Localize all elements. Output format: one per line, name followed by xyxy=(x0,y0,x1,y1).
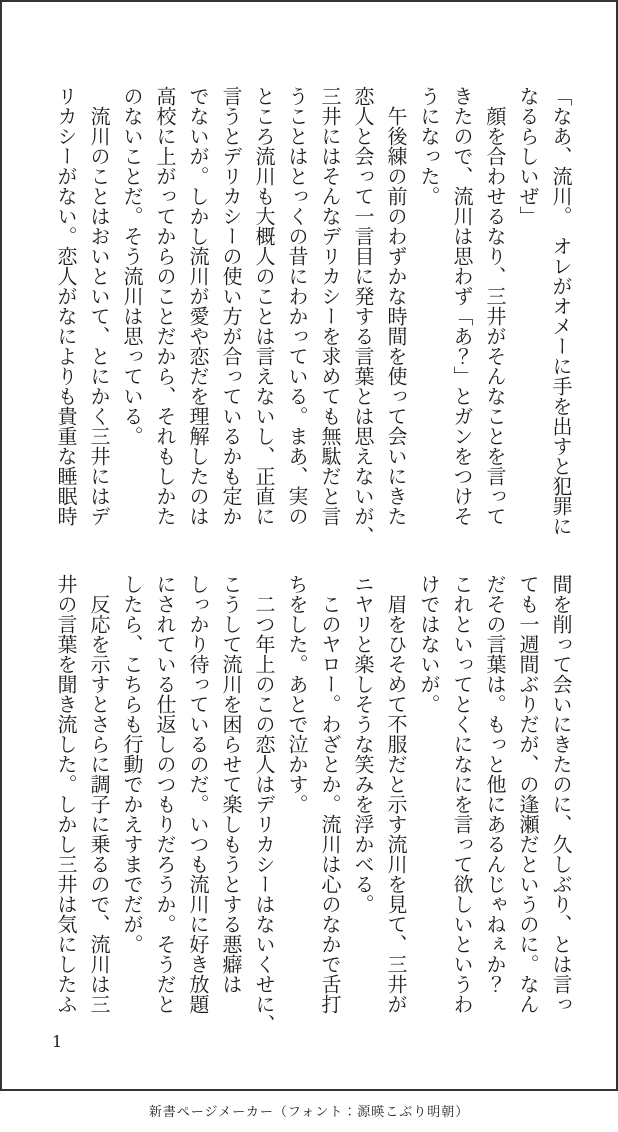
text-column: うになった。 xyxy=(417,86,441,206)
text-column: 井の言葉を聞き流した。しかし三井は気にしたふ xyxy=(54,574,78,1014)
text-column: 反応を示すとさらに調子に乗るので、流川は三 xyxy=(87,574,111,1014)
text-column: きたので、流川は思わず「あ？」とガンをつけそ xyxy=(450,86,474,526)
text-column: 高校に上がってからのことだから、それもしかた xyxy=(153,86,177,526)
page-number: 1 xyxy=(52,1032,63,1051)
text-column: ちをした。あとで泣かす。 xyxy=(285,574,309,814)
text-column: ところ流川も大概人のことは言えないし、正直に xyxy=(252,86,276,526)
text-column: 眉をひそめて不服だと示す流川を見て、三井が xyxy=(384,574,408,1014)
text-column: 午後練の前のわずかな時間を使って会いにきた xyxy=(384,86,408,526)
text-column: リカシーがない。恋人がなによりも貴重な睡眠時 xyxy=(54,86,78,526)
text-column: こうして流川を困らせて楽しもうとする悪癖は xyxy=(219,574,243,994)
text-column: しっかり待っているのだ。いつも流川に好き放題 xyxy=(186,574,210,1014)
text-column: でないが。しかし流川が愛や恋だを理解したのは xyxy=(186,86,210,526)
text-column: にされている仕返しのつもりだろうか。そうだと xyxy=(153,574,177,1014)
text-column: これといってとくになにを言って欲しいというわ xyxy=(450,574,474,1014)
text-column: なるらしいぜ」 xyxy=(516,86,540,226)
text-column: 流川のことはおいといて、とにかく三井にはデ xyxy=(87,86,111,526)
text-column: 言うとデリカシーの使い方が合っているかも定か xyxy=(219,86,243,526)
text-column: したら、こちらも行動でかえすまでだが。 xyxy=(120,574,144,954)
upper-text-block xyxy=(49,86,577,564)
text-column: ても一週間ぶりだが、の逢瀬だというのに。なん xyxy=(516,574,540,1014)
text-column: 間を削って会いにきたのに、久しぶり、とは言っ xyxy=(549,574,573,1014)
text-column: うことはとっくの昔にわかっている。まあ、実の xyxy=(285,86,309,526)
text-column: だその言葉は。もっと他にあるんじゃねぇか？ xyxy=(483,574,507,994)
text-column: のないことだ。そう流川は思っている。 xyxy=(120,86,144,446)
text-column: 三井にはそんなデリカシーを求めても無駄だと言 xyxy=(318,86,342,526)
text-column: 顔を合わせるなり、三井がそんなことを言って xyxy=(483,86,507,526)
text-column: ニヤリと楽しそうな笑みを浮かべる。 xyxy=(351,574,375,914)
text-column: 二つ年上のこの恋人はデリカシーはないくせに、 xyxy=(252,574,276,1034)
text-column: けではないが。 xyxy=(417,574,441,714)
footer-caption: 新書ページメーカー（フォント：源暎こぶり明朝） xyxy=(148,1105,470,1120)
text-column: 恋人と会って一言目に発する言葉とは思えないが、 xyxy=(351,86,375,546)
text-column: 「なあ、流川。 オレがオメーに手を出すと犯罪に xyxy=(549,86,573,536)
text-column: このヤロー。わざとか。流川は心のなかで舌打 xyxy=(318,574,342,1014)
lower-text-block xyxy=(49,574,577,1052)
